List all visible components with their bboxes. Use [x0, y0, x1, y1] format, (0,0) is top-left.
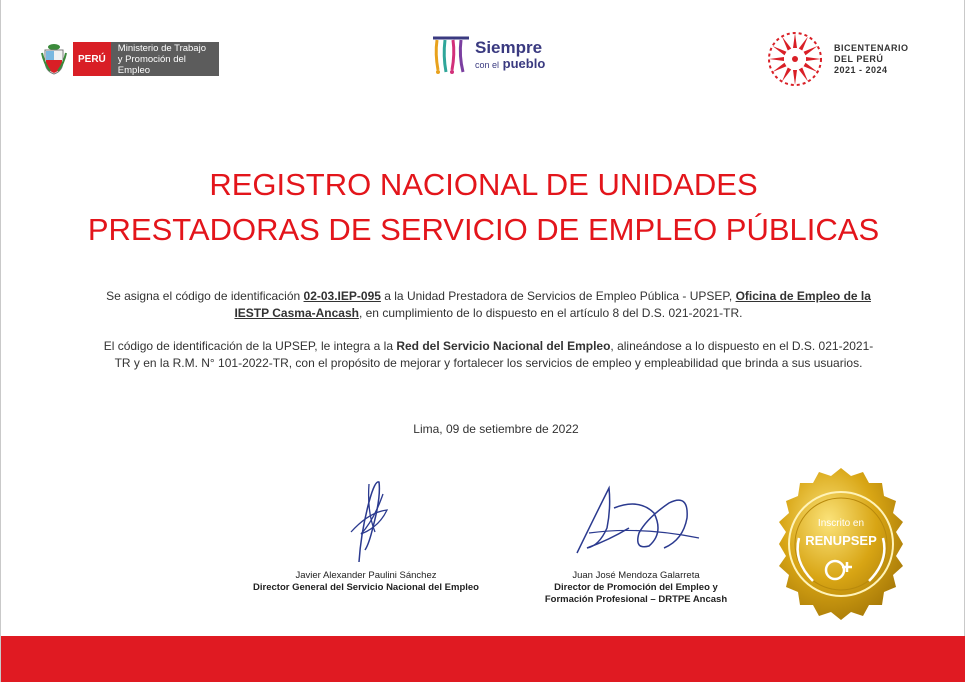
- bicentenario-text: [834, 43, 909, 76]
- pillars-icon: [431, 34, 471, 76]
- bicentenario-line-3: 2021 - 2024: [834, 64, 888, 75]
- seal-line-2: RENUPSEP: [805, 533, 877, 548]
- title-line-2: PRESTADORAS DE SERVICIO DE EMPLEO PÚBLICAS: [87, 212, 880, 247]
- signature-2-role-line-2: Formación Profesional – DRTPE Ancash: [544, 594, 728, 605]
- p2-text-2: , alineándose a lo dispuesto en el D.S. 021-2021-TR y en la R.M. N° 101-2022-TR, con el propósito de mejorar y fortalecer los servicios de empleo y empleabilidad que brinda a sus usuarios.: [114, 339, 874, 370]
- coat-of-arms-icon: [41, 43, 67, 75]
- ministry-line-1: Ministerio de Trabajo: [117, 42, 206, 54]
- p1-text-3: , en cumplimiento de lo dispuesto en el artículo 8 del D.S. 021-2021-TR.: [358, 306, 743, 320]
- signature-2-role-line-1: Director de Promoción del Empleo y: [554, 582, 718, 593]
- signature-2-name: Juan José Mendoza Galarreta: [572, 570, 700, 581]
- office-name: Oficina de Empleo de la IESTP Casma-Ancash: [234, 289, 871, 320]
- signature-1-name: Javier Alexander Paulini Sánchez: [295, 570, 437, 581]
- ministry-line-2: y Promoción del Empleo: [117, 53, 186, 76]
- signature-1: [231, 570, 501, 594]
- bicentenario-logo: [764, 28, 909, 90]
- bicentenario-line-1: BICENTENARIO: [834, 42, 909, 53]
- integration-paragraph: [96, 338, 881, 372]
- p1-text-1: Se asigna el código de identificación: [106, 289, 304, 303]
- renupsep-seal: [763, 466, 919, 622]
- issue-date: Lima, 09 de setiembre de 2022: [413, 422, 579, 436]
- signature-1-role: Director General del Servicio Nacional del Empleo: [253, 582, 479, 593]
- assignment-paragraph: [96, 288, 881, 322]
- network-name: Red del Servicio Nacional del Empleo: [396, 339, 611, 353]
- signature-1-image: [339, 472, 399, 567]
- signature-2-image: [569, 478, 709, 558]
- seal-line-1: Inscrito en: [817, 518, 865, 529]
- ministry-name: [111, 42, 219, 76]
- siempre-logo: [431, 34, 545, 76]
- siempre-text: [475, 39, 545, 72]
- bicentenario-line-2: DEL PERÚ: [834, 53, 884, 64]
- identification-code: 02-03.IEP-095: [303, 289, 381, 303]
- title-line-1: REGISTRO NACIONAL DE UNIDADES: [209, 167, 758, 202]
- siempre-main: Siempre: [475, 37, 543, 57]
- ministry-logo: [41, 42, 219, 76]
- siempre-sub-big: pueblo: [502, 55, 546, 71]
- certificate-title: [1, 162, 965, 252]
- siempre-sub: [475, 57, 545, 72]
- signature-2: [521, 570, 751, 606]
- peru-label: PERÚ: [73, 42, 111, 76]
- footer-band: [1, 636, 965, 682]
- p2-text-1: El código de identificación de la UPSEP, le integra a la: [103, 339, 397, 353]
- siempre-sub-small: con el: [475, 59, 500, 70]
- p1-text-2: a la Unidad Prestadora de Servicios de Empleo Pública - UPSEP,: [380, 289, 736, 303]
- bicentenario-icon: [764, 28, 826, 90]
